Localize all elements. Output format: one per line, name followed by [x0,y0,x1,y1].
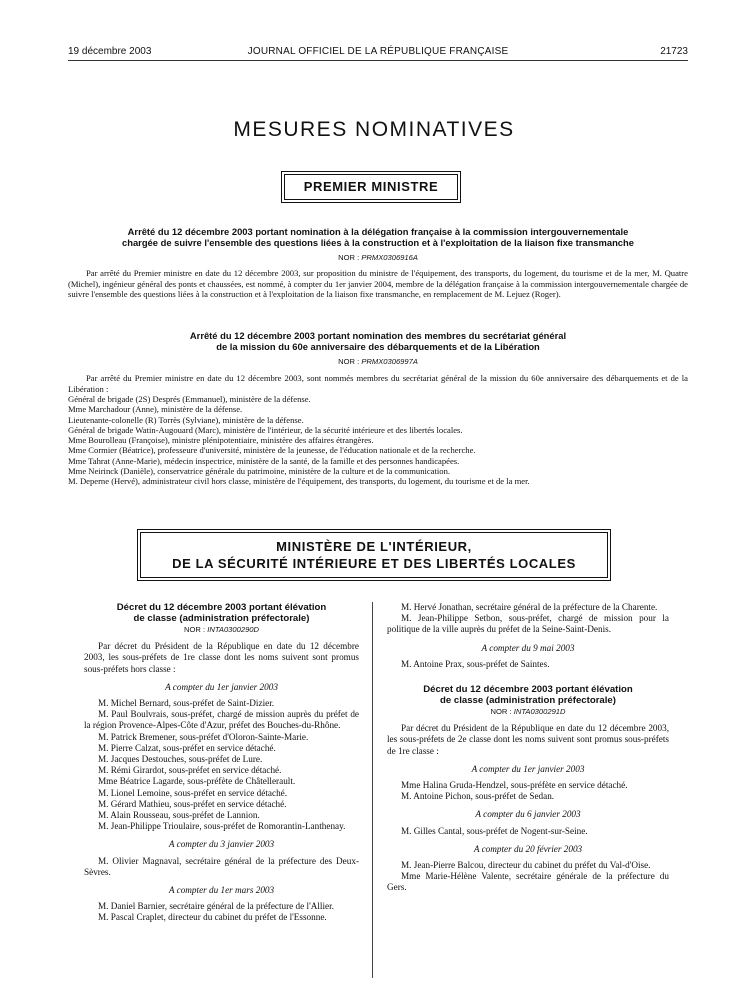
list-item: M. Deperne (Hervé), administrateur civil hors classe, ministère de l'équipement, des transports, du logement, du tourisme et de la mer. [68,476,530,487]
section-heading-interieur [140,532,608,578]
list-item: Général de brigade Watin-Augouard (Marc), ministère de l'intérieur, de la sécurité intérieure et des libertés locales. [68,424,463,435]
list-item: Mme Neirinck (Danièle), conservatrice générale du patrimoine, ministère de la culture et de la communication. [68,466,451,477]
nor-code: PRMX0306997A [361,357,418,366]
date-subheading: A compter du 6 janvier 2003 [475,809,581,820]
running-header [68,46,688,60]
arrete2-title-line1: Arrêté du 12 décembre 2003 portant nomination des membres du secrétariat général [189,330,567,341]
nor-label: NOR : [338,253,360,262]
arrete1-title-line1: Arrêté du 12 décembre 2003 portant nomination à la délégation française à la commission intergouvernementale [127,226,629,237]
list-item: Mme Béatrice Lagarde, sous-préfète de Châtellerault. [98,776,296,787]
nor-code: INTA0300290D [207,625,259,634]
arrete1-title-line2: chargée de suivre l'ensemble des questions liées à la construction et à l'exploitation de la liaison fixe transmanche [122,237,634,248]
decret2-title-line2: de classe (administration préfectorale) [440,695,616,707]
date-subheading: A compter du 1er janvier 2003 [471,763,585,774]
arrete2-title [68,330,688,352]
decret1-group1-list [84,698,359,832]
date-subheading: A compter du 3 janvier 2003 [168,839,275,850]
list-item: M. Paul Boulvrais, sous-préfet, chargé de mission auprès du préfet de la région Provence-Alpes-Côte d'Azur, préfet des Bouches-du-Rhône. [84,709,359,731]
decret2-title [387,684,669,706]
decret1-title-line1: Décret du 12 décembre 2003 portant élévation [116,602,327,613]
list-item: Mme Tahrat (Anne-Marie), médecin inspectrice, ministère de la santé, de la famille et des personnes handicapées. [68,455,460,466]
page-title: MESURES NOMINATIVES [233,118,515,141]
date-subheading: A compter du 9 mai 2003 [481,642,575,653]
arrete1-title [68,226,688,248]
nor-code: INTA0300291D [513,707,566,717]
list-item: M. Pascal Craplet, directeur du cabinet du préfet de l'Essonne. [98,912,327,923]
list-item: Mme Cormier (Béatrice), professeure d'université, ministère de la jeunesse, de l'éducation nationale et de la recherche. [68,445,476,456]
header-journal-title: JOURNAL OFFICIEL DE LA RÉPUBLIQUE FRANÇAISE [247,46,509,57]
decret2-title-line1: Décret du 12 décembre 2003 portant élévation [423,684,633,696]
list-item: M. Michel Bernard, sous-préfet de Saint-Dizier. [98,698,275,709]
section-heading-premier-ministre [284,174,458,200]
list-item: M. Antoine Pichon, sous-préfet de Sedan. [401,791,555,802]
arrete1-text: Par arrêté du Premier ministre en date du 12 décembre 2003, sur proposition du ministre de l'équipement, des transports, du logement, du tourisme et de la mer, M. Quatre (Michel), ingénieur général des ponts et chaussées, est nommé, à compter du 1er janvier 2004, membre de la délégation française à la commission intergouvernementale chargée de suivre l'ensemble des questions liées à la construction et à l'exploitation de la liaison fixe transmanche, en remplacement de M. Lejuez (Roger). [68,268,688,299]
decret1-nor [84,624,359,635]
list-item: M. Daniel Barnier, secrétaire général de la préfecture de l'Allier. [98,901,334,912]
list-item: Mme Marie-Hélène Valente, secrétaire générale de la préfecture du Gers. [387,871,669,893]
list-item: Mme Marchadour (Anne), ministère de la défense. [68,404,243,415]
list-item: M. Gilles Cantal, sous-préfet de Nogent-sur-Seine. [401,825,588,836]
date-subheading: A compter du 1er janvier 2003 [165,681,278,692]
decret1-group3-list-part2 [387,602,669,636]
list-item: M. Pierre Calzat, sous-préfet en service détaché. [98,742,276,753]
decret2-group3-list [387,860,669,894]
arrete2-intro: Par arrêté du Premier ministre en date du 12 décembre 2003, sont nommés membres du secrétariat général de la mission du 60e anniversaire des débarquements et de la Libération : [68,373,688,394]
list-item: Mme Bourolleau (Françoise), ministre plénipotentiaire, ministère des affaires étrangères. [68,435,374,446]
decret2-nor [387,706,669,717]
decret2-group2-list [387,826,669,837]
list-item: M. Olivier Magnaval, secrétaire général de la préfecture des Deux-Sèvres. [84,855,359,877]
section-heading-text: PREMIER MINISTRE [303,179,439,194]
column-divider [372,602,373,978]
decret1-title [84,602,359,624]
list-item: M. Alain Rousseau, sous-préfet de Lannion. [98,810,260,821]
left-column [84,602,359,924]
list-item: M. Lionel Lemoine, sous-préfet en service détaché. [98,787,288,798]
section-heading-line1: MINISTÈRE DE L'INTÉRIEUR, [276,539,472,554]
nor-label: NOR : [183,625,206,634]
list-item: M. Jean-Pierre Balcou, directeur du cabinet du préfet du Val-d'Oise. [401,860,651,871]
decret1-group2-list [84,856,359,878]
list-item: Mme Halina Gruda-Hendzel, sous-préfète en service détaché. [401,780,628,791]
arrete2-title-line2: de la mission du 60e anniversaire des débarquements et de la Libération [216,341,540,352]
list-item: Lieutenante-colonelle (R) Torrès (Sylviane), ministère de la défense. [68,414,304,425]
section-heading-line2: DE LA SÉCURITÉ INTÉRIEURE ET DES LIBERTÉS LOCALES [172,556,576,571]
decret1-group3-list-part1 [84,901,359,923]
list-item: M. Rémi Girardot, sous-préfet en service détaché. [98,765,282,776]
list-item: M. Hervé Jonathan, secrétaire général de la préfecture de la Charente. [401,602,658,612]
decret1-title-line2: de classe (administration préfectorale) [133,613,310,624]
nor-label: NOR : [490,707,512,717]
date-subheading: A compter du 20 février 2003 [473,843,583,854]
decret1-intro: Par décret du Président de la République en date du 12 décembre 2003, les sous-préfets de 1re classe dont les noms suivent sont promus sous-préfets hors classe : [84,641,359,674]
decret1-group4-list [387,659,669,670]
arrete1-nor [68,253,688,262]
arrete2-members-list [68,394,688,487]
decret2-intro: Par décret du Président de la République en date du 12 décembre 2003, les sous-préfets de 2e classe dont les noms suivent sont promus sous-préfets de 1re classe : [387,723,669,756]
list-item: M. Gérard Mathieu, sous-préfet en service détaché. [98,798,287,809]
list-item: M. Antoine Prax, sous-préfet de Saintes. [401,658,550,669]
date-subheading: A compter du 1er mars 2003 [168,885,275,896]
arrete2-nor [68,357,688,366]
right-column [387,602,669,894]
header-rule [68,60,688,61]
decret2-group1-list [387,780,669,802]
list-item: Général de brigade (2S) Després (Emmanuel), ministère de la défense. [68,394,311,404]
nor-label: NOR : [338,357,360,366]
list-item: M. Patrick Bremener, sous-préfet d'Oloron-Sainte-Marie. [98,731,309,742]
list-item: M. Jean-Philippe Setbon, sous-préfet, chargé de mission pour la politique de la ville auprès du préfet de la Seine-Saint-Denis. [387,613,669,635]
list-item: M. Jean-Philippe Trioulaire, sous-préfet de Romorantin-Lanthenay. [98,821,346,832]
nor-code: PRMX0306916A [361,253,418,262]
list-item: M. Jacques Destouches, sous-préfet de Lure. [98,754,263,765]
header-date: 19 décembre 2003 [68,46,152,57]
header-page-number: 21723 [660,46,688,57]
